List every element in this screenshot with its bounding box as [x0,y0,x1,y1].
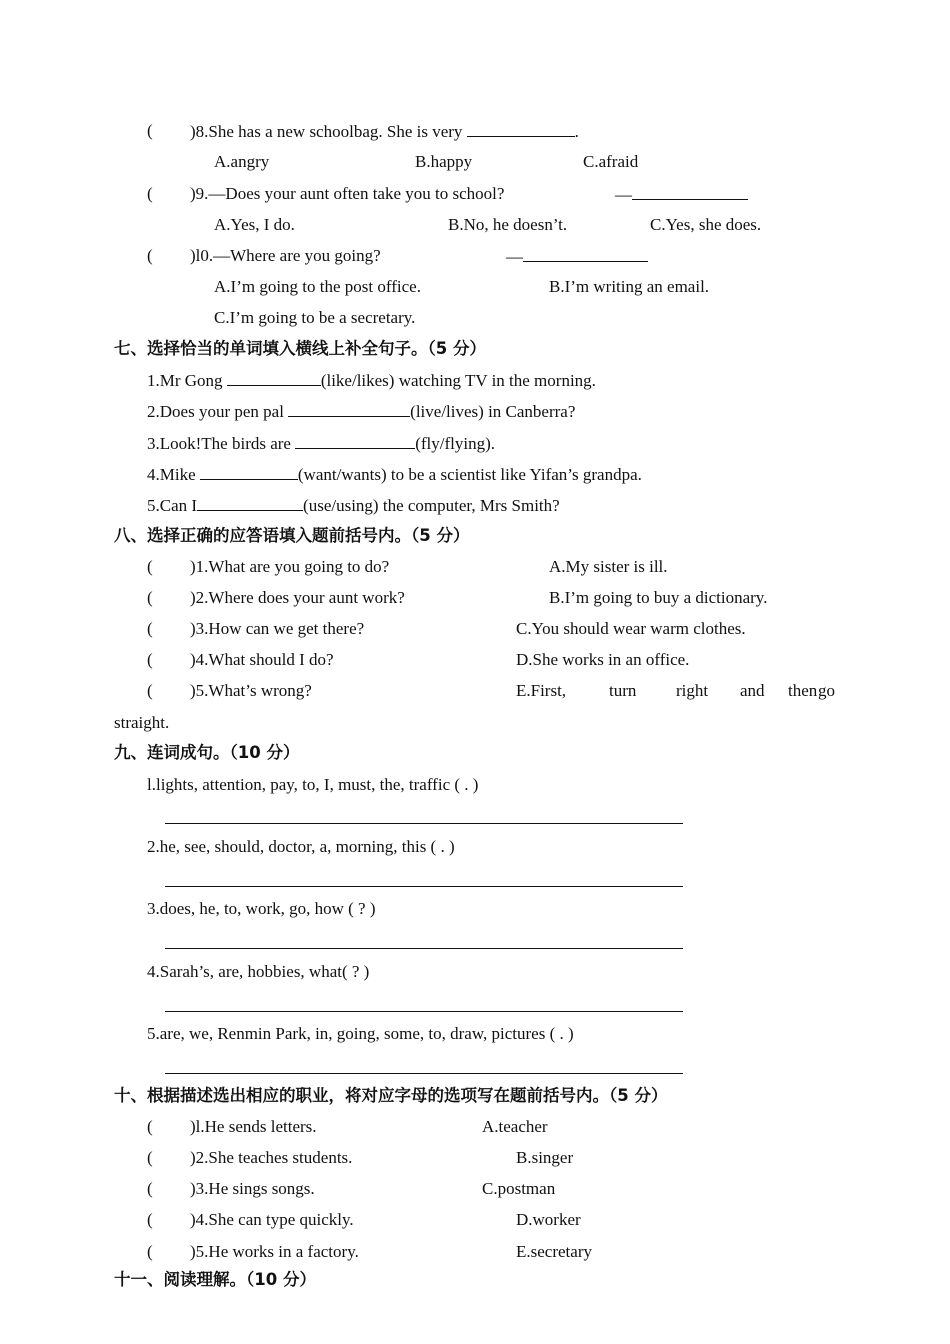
match-question-5: )5.What’s wrong? [190,681,312,700]
match-paren-5[interactable]: ( [147,681,153,700]
q9-option-a[interactable]: A.Yes, I do. [214,215,295,234]
q10-blank[interactable] [523,245,648,262]
q8-paren: ( [147,121,153,140]
job-question-4: )4.She can type quickly. [190,1210,354,1229]
answer-line-3[interactable] [165,948,683,949]
reorder-item-5: 5.are, we, Renmin Park, in, going, some, to, draw, pictures ( . ) [147,1024,574,1043]
match-answer-c: C.You should wear warm clothes. [516,619,746,638]
q10-answer: — [506,245,648,268]
match-question-3: )3.How can we get there? [190,619,365,638]
fill-blank-4[interactable] [200,463,298,480]
fill-item-5: 5.Can I (use/using) the computer, Mrs Smith? [147,496,560,515]
q9-option-c[interactable]: C.Yes, she does. [650,215,762,234]
q8-option-c[interactable]: C.afraid [583,152,639,171]
q10-option-b[interactable]: B.I’m writing an email. [549,277,710,296]
job-paren-3[interactable]: ( [147,1179,153,1198]
match-paren-3[interactable]: ( [147,619,153,638]
match-answer-a: A.My sister is ill. [549,557,668,576]
reorder-item-3: 3.does, he, to, work, go, how ( ? ) [147,899,376,918]
match-answer-d: D.She works in an office. [516,650,690,669]
job-answer-b: B.singer [516,1148,574,1167]
match-question-2: )2.Where does your aunt work? [190,588,405,607]
fill-blank-3[interactable] [295,432,415,449]
fill-blank-5[interactable] [197,494,303,511]
answer-line-2[interactable] [165,886,683,887]
match-answer-e-cont: straight. [114,713,170,732]
section-9-heading: 九、连词成句。（10 分） [114,743,300,762]
section-8-heading: 八、选择正确的应答语填入题前括号内。（5 分） [114,526,470,545]
match-paren-2[interactable]: ( [147,588,153,607]
job-paren-2[interactable]: ( [147,1148,153,1167]
q9-blank[interactable] [632,183,748,200]
job-answer-a: A.teacher [482,1117,548,1136]
fill-blank-2[interactable] [288,400,410,417]
section-10-heading: 十、根据描述选出相应的职业，将对应字母的选项写在题前括号内。（5 分） [114,1086,668,1105]
fill-item-1: 1.Mr Gong (like/likes) watching TV in the morning. [147,371,596,390]
q10-option-a[interactable]: A.I’m going to the post office. [214,277,421,296]
answer-line-4[interactable] [165,1011,683,1012]
match-answer-e: E.First, turn right and then go [516,681,835,700]
match-question-1: )1.What are you going to do? [190,557,390,576]
q8-option-a[interactable]: A.angry [214,152,270,171]
q8-option-b[interactable]: B.happy [415,152,473,171]
q9-option-b[interactable]: B.No, he doesn’t. [448,215,568,234]
q9-stem: )9.—Does your aunt often take you to school? [190,184,505,203]
q8-blank[interactable] [467,120,575,137]
q9-paren: ( [147,184,153,203]
reorder-item-1: l.lights, attention, pay, to, I, must, the, traffic ( . ) [147,775,479,794]
job-answer-e: E.secretary [516,1242,592,1261]
reorder-item-2: 2.he, see, should, doctor, a, morning, this ( . ) [147,837,455,856]
q8-stem: )8.She has a new schoolbag. She is very . [190,122,579,141]
fill-item-4: 4.Mike (want/wants) to be a scientist like Yifan’s grandpa. [147,465,642,484]
job-question-1: )l.He sends letters. [190,1117,317,1136]
job-paren-1[interactable]: ( [147,1117,153,1136]
job-answer-d: D.worker [516,1210,581,1229]
q10-option-c[interactable]: C.I’m going to be a secretary. [214,308,416,327]
section-11-heading: 十一、阅读理解。（10 分） [114,1270,316,1289]
fill-item-2: 2.Does your pen pal (live/lives) in Canberra? [147,402,576,421]
match-answer-b: B.I’m going to buy a dictionary. [549,588,768,607]
job-question-3: )3.He sings songs. [190,1179,315,1198]
job-answer-c: C.postman [482,1179,556,1198]
q10-stem: )l0.—Where are you going? [190,246,381,265]
job-paren-5[interactable]: ( [147,1242,153,1261]
fill-blank-1[interactable] [227,369,321,386]
reorder-item-4: 4.Sarah’s, are, hobbies, what( ? ) [147,962,370,981]
job-paren-4[interactable]: ( [147,1210,153,1229]
q10-paren: ( [147,246,153,265]
match-question-4: )4.What should I do? [190,650,334,669]
answer-line-1[interactable] [165,823,683,824]
answer-line-5[interactable] [165,1073,683,1074]
section-7-heading: 七、选择恰当的单词填入横线上补全句子。（5 分） [114,339,486,358]
fill-item-3: 3.Look!The birds are (fly/flying). [147,434,496,453]
job-question-5: )5.He works in a factory. [190,1242,359,1261]
match-paren-4[interactable]: ( [147,650,153,669]
match-paren-1[interactable]: ( [147,557,153,576]
job-question-2: )2.She teaches students. [190,1148,353,1167]
q9-answer: — [615,183,748,206]
